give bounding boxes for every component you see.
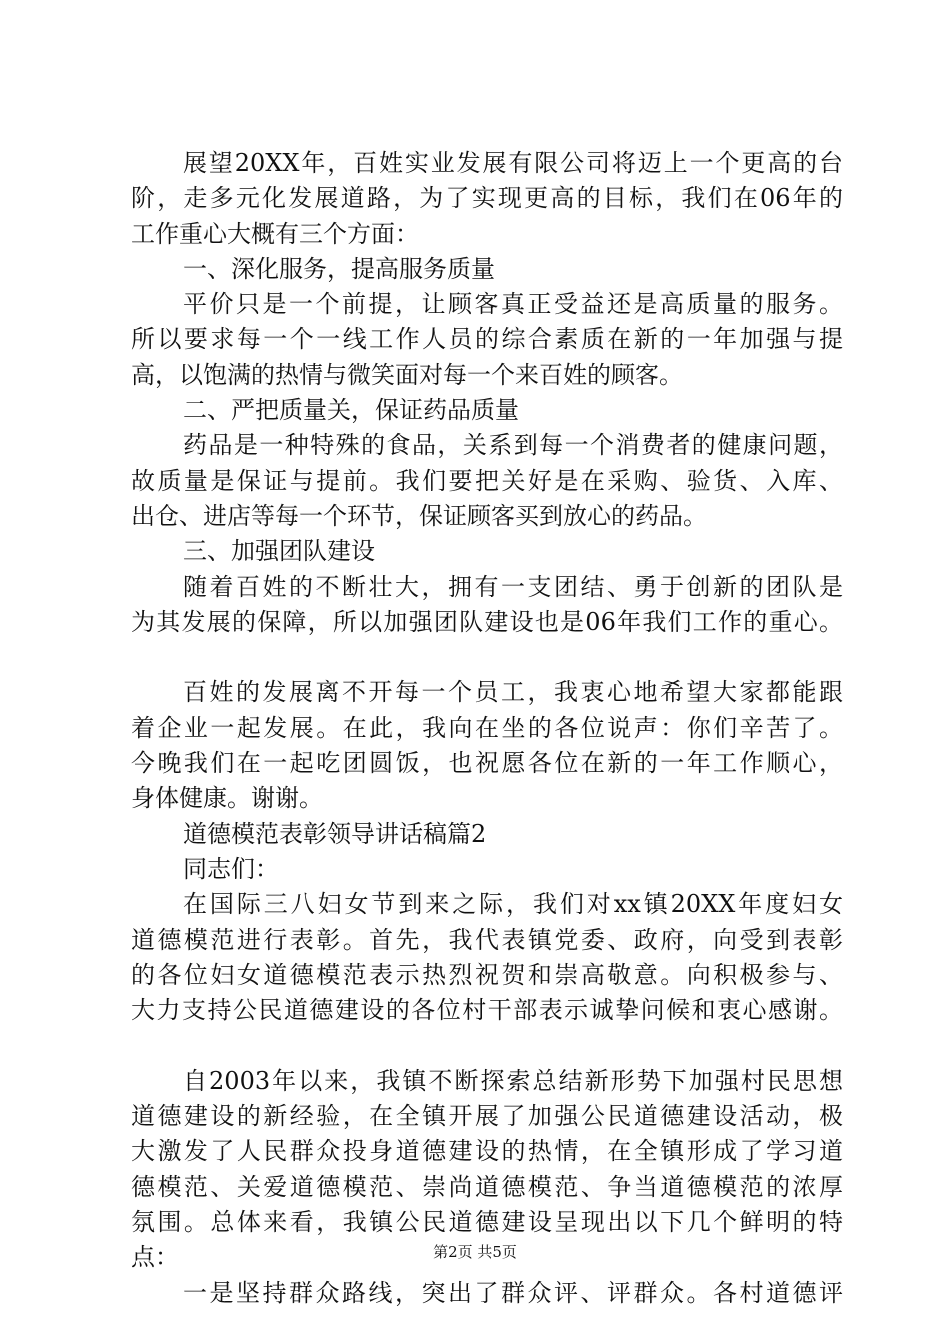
- text-line: 阶，走多元化发展道路，为了实现更高的目标，我们在06年的: [131, 184, 843, 213]
- text-line: 百姓的发展离不开每一个员工，我衷心地希望大家都能跟: [183, 678, 843, 707]
- text-line: 德模范、关爱道德模范、崇尚道德模范、争当道德模范的浓厚: [131, 1172, 843, 1201]
- text-line: 随着百姓的不断壮大，拥有一支团结、勇于创新的团队是: [183, 572, 843, 601]
- text-line: 的各位妇女道德模范表示热烈祝贺和崇高敬意。向积极参与、: [131, 960, 843, 989]
- section-heading: 一、深化服务，提高服务质量: [183, 254, 495, 283]
- text-line: 今晚我们在一起吃团圆饭，也祝愿各位在新的一年工作顺心，: [131, 749, 843, 778]
- page-number-footer: 第2页 共5页: [433, 1243, 517, 1261]
- text-line: 在国际三八妇女节到来之际，我们对xx镇20XX年度妇女: [183, 890, 843, 919]
- text-line: 大激发了人民群众投身道德建设的热情，在全镇形成了学习道: [131, 1137, 843, 1166]
- text-line: 药品是一种特殊的食品，关系到每一个消费者的健康问题，: [183, 431, 843, 460]
- text-line: 出仓、进店等每一个环节，保证顾客买到放心的药品。: [131, 501, 707, 530]
- text-line: 所以要求每一个一线工作人员的综合素质在新的一年加强与提: [131, 325, 843, 354]
- text-line: 一是坚持群众路线，突出了群众评、评群众。各村道德评: [183, 1278, 843, 1307]
- article-title: 道德模范表彰领导讲话稿篇2: [183, 819, 487, 848]
- text-line: 自2003年以来，我镇不断探索总结新形势下加强村民思想: [183, 1066, 843, 1095]
- text-line: 工作重心大概有三个方面：: [131, 219, 419, 248]
- text-line: 道德建设的新经验，在全镇开展了加强公民道德建设活动，极: [131, 1102, 843, 1131]
- text-line: 展望20XX年，百姓实业发展有限公司将迈上一个更高的台: [183, 149, 843, 177]
- text-line: 氛围。总体来看，我镇公民道德建设呈现出以下几个鲜明的特: [131, 1207, 843, 1236]
- text-line: 着企业一起发展。在此，我向在坐的各位说声：你们辛苦了。: [131, 713, 843, 742]
- paragraph-gap: [131, 1028, 843, 1063]
- document-body: [131, 146, 843, 1311]
- section-heading: 三、加强团队建设: [183, 537, 375, 566]
- text-line: 故质量是保证与提前。我们要把关好是在采购、验货、入库、: [131, 466, 843, 495]
- text-line: 大力支持公民道德建设的各位村干部表示诚挚问候和衷心感谢。: [131, 996, 843, 1025]
- section-heading: 二、严把质量关，保证药品质量: [183, 396, 519, 425]
- text-line: 为其发展的保障，所以加强团队建设也是06年我们工作的重心。: [131, 607, 843, 636]
- text-line: 高，以饱满的热情与微笑面对每一个来百姓的顾客。: [131, 360, 683, 389]
- text-line: 点：: [131, 1243, 179, 1272]
- text-line: 平价只是一个前提，让顾客真正受益还是高质量的服务。: [183, 290, 843, 319]
- salutation: 同志们：: [183, 854, 279, 883]
- text-line: 身体健康。谢谢。: [131, 784, 323, 813]
- paragraph-gap: [131, 640, 843, 675]
- text-line: 道德模范进行表彰。首先，我代表镇党委、政府，向受到表彰: [131, 925, 843, 954]
